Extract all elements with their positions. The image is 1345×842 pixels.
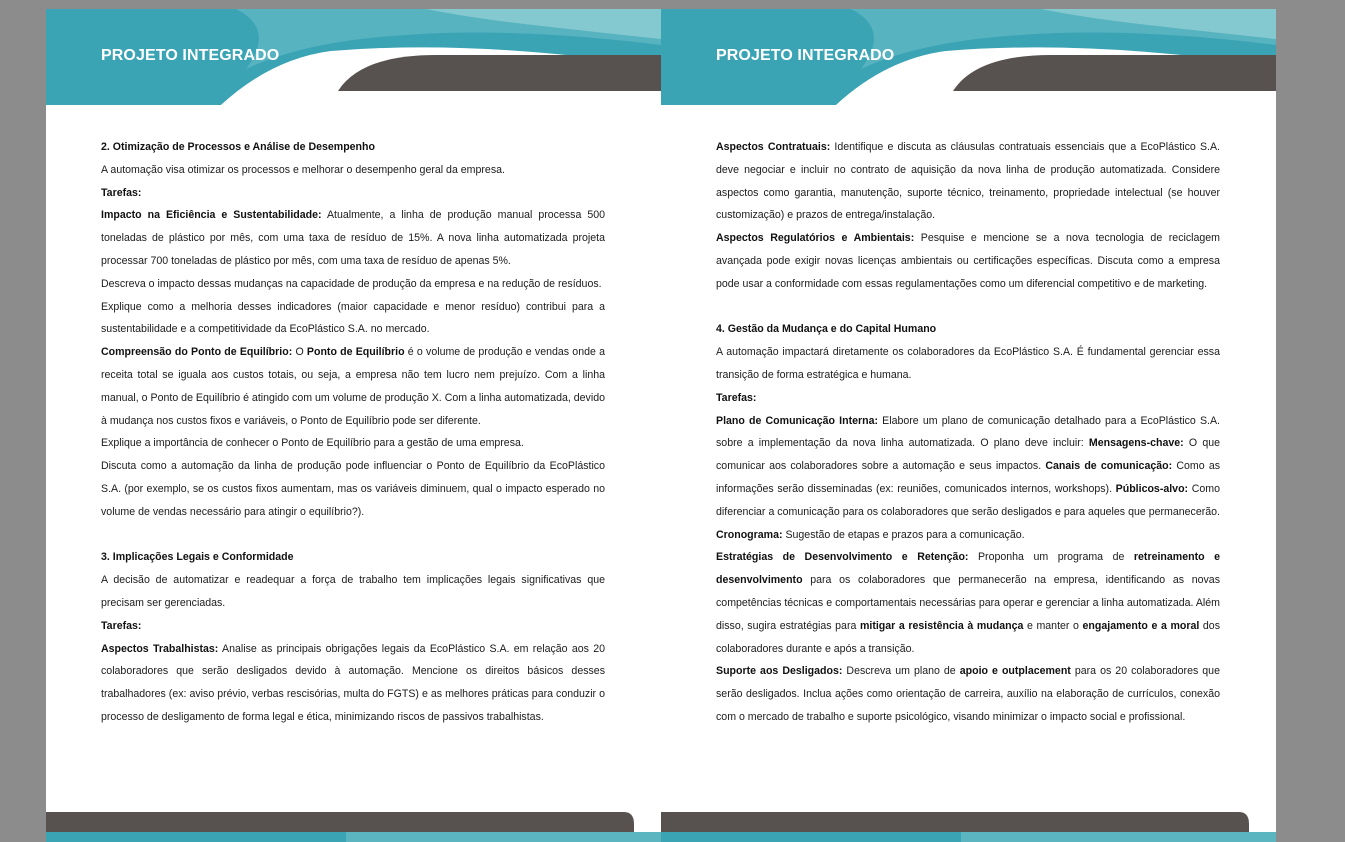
bold-label: Aspectos Regulatórios e Ambientais:: [716, 232, 915, 245]
tasks-label: Tarefas:: [101, 619, 142, 632]
text: Sugestão de etapas e prazos para a comunicação.: [782, 528, 1025, 541]
text: Elabore um plano de comunicação detalhado para a EcoPlástico S.A. sobre a implementação da nova linha automatizada. O plano deve incluir:: [716, 414, 1220, 450]
bold-label: Canais de comunicação:: [1045, 460, 1173, 473]
paragraph: [101, 638, 605, 729]
paragraph: A decisão de automatizar e readequar a força de trabalho tem implicações legais significativas que precisam ser gerenciadas.: [101, 574, 605, 609]
paragraph: A automação visa otimizar os processos e melhorar o desempenho geral da empresa.: [101, 163, 505, 176]
section-heading: 2. Otimização de Processos e Análise de Desempenho: [101, 141, 375, 153]
text: Como as informações serão disseminadas (ex: reuniões, comunicados internos, workshops).: [716, 460, 1221, 495]
text: Como diferenciar a comunicação para os colaboradores que serão desligados e para aqueles que permanecerão.: [716, 482, 1220, 518]
paragraph: Explique a importância de conhecer o Ponto de Equilíbrio para a gestão de uma empresa.: [101, 437, 524, 450]
text: e manter o: [1023, 619, 1083, 632]
bold-label: Mensagens-chave:: [1088, 437, 1184, 450]
text: Atualmente, a linha de produção manual processa 500 toneladas de plástico por mês, com uma taxa de resíduo de 15%. A nova linha automatizada projeta processar 700 toneladas de plástico por mês, com uma taxa de resíduo de apenas 5%.: [101, 209, 605, 267]
bold-term: engajamento e a moral: [1082, 619, 1200, 632]
text: Proponha um programa de: [968, 551, 1134, 564]
bold-label: Públicos-alvo:: [1115, 482, 1189, 495]
bold-label: Aspectos Trabalhistas:: [101, 642, 219, 655]
text: dos colaboradores durante e após a transição.: [716, 619, 1220, 655]
bold-label: Aspectos Contratuais:: [716, 141, 831, 153]
bold-term: apoio e outplacement: [959, 665, 1071, 678]
paragraph: [716, 136, 1220, 227]
header-title: PROJETO INTEGRADO: [101, 47, 280, 64]
bold-label: Estratégias de Desenvolvimento e Retenção:: [716, 551, 969, 564]
section-heading: 3. Implicações Legais e Conformidade: [101, 551, 294, 564]
footer-banner: [661, 812, 1276, 842]
text: Descreva um plano de: [842, 665, 960, 678]
page-content-left: [101, 136, 605, 729]
paragraph: Explique como a melhoria desses indicadores (maior capacidade e menor resíduo) contribui para a sustentabilidade e a competitividade da EcoPlástico S.A. no mercado.: [101, 300, 605, 336]
bold-term: mitigar a resistência à mudança: [859, 619, 1024, 632]
paragraph: [716, 227, 1220, 295]
bold-label: Compreensão do Ponto de Equilíbrio:: [101, 346, 293, 359]
tasks-label: Tarefas:: [716, 391, 757, 404]
paragraph: A automação impactará diretamente os colaboradores da EcoPlástico S.A. É fundamental gerenciar essa transição de forma estratégica e humana.: [716, 346, 1220, 381]
footer-banner: [46, 812, 661, 842]
text: Analise as principais obrigações legais da EcoPlástico S.A. em relação aos 20 colaboradores que serão desligados devido à automação. Mencione os direitos básicos desses trabalhadores (ex: aviso prévio, verbas rescisórias, multa do FGTS) e as melhores práticas para conduzir o processo de desligamento de forma legal e ética, minimizando riscos de passivos trabalhistas.: [101, 642, 605, 723]
section-heading: 4. Gestão da Mudança e do Capital Humano: [716, 323, 937, 336]
bold-term: Ponto de Equilíbrio: [306, 346, 405, 359]
text: O: [292, 346, 307, 359]
text: para os colaboradores que permanecerão na empresa, identificando as novas competências técnicas e comportamentais necessárias para operar e gerenciar a linha automatizada. Além disso, sugira estratégias para: [716, 574, 1220, 632]
paragraph: Descreva o impacto dessas mudanças na capacidade de produção da empresa e na redução de resíduos.: [101, 277, 602, 290]
bold-label: Impacto na Eficiência e Sustentabilidade:: [101, 209, 322, 222]
document-page-right: [661, 9, 1276, 842]
header-title: PROJETO INTEGRADO: [716, 47, 895, 64]
bold-label: Suporte aos Desligados:: [716, 665, 843, 678]
text: Identifique e discuta as cláusulas contratuais essenciais que a EcoPlástico S.A. deve negociar e incluir no contrato de aquisição da nova linha de produção automatizada. Considere aspectos como garantia, manutenção, suporte técnico, treinamento, propriedade intelectual (se houver customização) e prazos de entrega/instalação.: [716, 141, 1220, 222]
paragraph: [716, 410, 1220, 547]
text: O que comunicar aos colaboradores sobre a automação e seus impactos.: [716, 437, 1220, 473]
text: Pesquise e mencione se a nova tecnologia de reciclagem avançada pode exigir novas licenças ambientais ou certificações específicas. Discuta como a empresa pode usar a conformidade com essas regulamentações como um diferencial competitivo e de marketing.: [716, 232, 1220, 290]
text: para os 20 colaboradores que serão desligados. Inclua ações como orientação de carreira, auxílio na elaboração de currículos, conexão com o mercado de trabalho e suporte psicológico, visando minimizar o impacto social e profissional.: [716, 665, 1220, 723]
tasks-label: Tarefas:: [101, 186, 142, 199]
paragraph: [716, 660, 1220, 728]
paragraph: Discuta como a automação da linha de produção pode influenciar o Ponto de Equilíbrio da EcoPlástico S.A. (por exemplo, se os custos fixos aumentam, mas os variáveis diminuem, qual o impacto esperado no volume de vendas necessário para atingir o equilíbrio?).: [101, 460, 605, 518]
paragraph: [101, 341, 605, 432]
bold-label: Plano de Comunicação Interna:: [716, 414, 879, 427]
paragraph: [101, 204, 605, 272]
bold-term: retreinamento e desenvolvimento: [716, 551, 1220, 587]
document-page-left: [46, 9, 661, 842]
text: é o volume de produção e vendas onde a receita total se iguala aos custos totais, ou seja, a empresa não tem lucro nem prejuízo. Com a linha manual, o Ponto de Equilíbrio é atingido com um volume de produção X. Com a linha automatizada, devido à mudança nos custos fixos e variáveis, o Ponto de Equilíbrio pode ser diferente.: [101, 346, 605, 427]
paragraph: [716, 546, 1220, 660]
page-content-right: [716, 136, 1220, 729]
bold-label: Cronograma:: [716, 528, 783, 541]
